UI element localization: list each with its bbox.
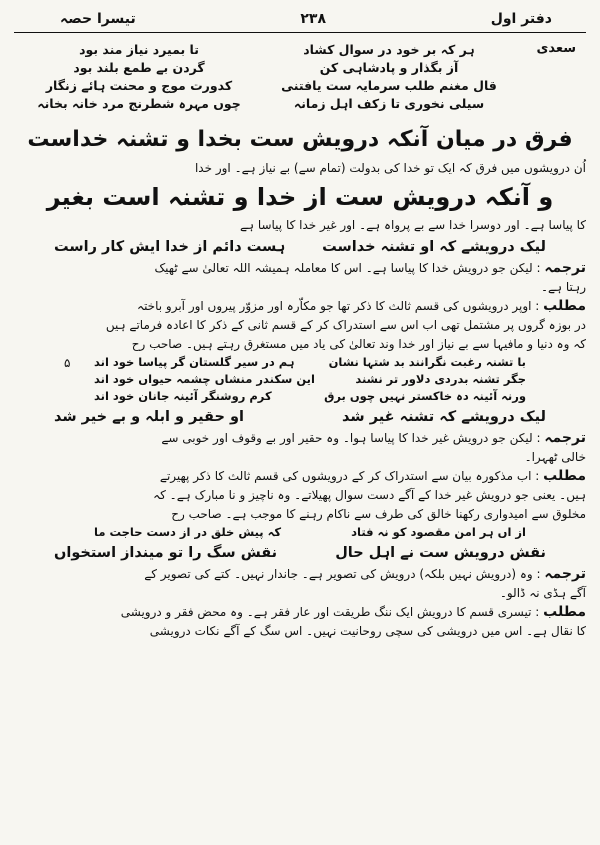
verse-half: آز بگذار و پادشاہی کن	[319, 60, 459, 75]
text-line: : لیکن جو درویش خدا کا پیاسا ہے۔ اس کا معاملہ ہمیشہ اللہ تعالیٰ سے ٹھیک	[154, 261, 541, 275]
explanation	[14, 297, 586, 316]
verse-half: با تشنہ رغبت نگرانند بد شتہا نشان	[328, 355, 526, 369]
text-line: ہیں۔ یعنی جو درویش غیر خدا کے آگے دست سوال پھیلاتے۔ وہ ناچیز و نا مبارک ہے۔ کہ	[153, 488, 586, 502]
translation-label: ترجمہ	[544, 260, 586, 276]
couplet-half: ہست دائم از خدا ایش کار راست	[54, 239, 286, 255]
text-line: : وہ (درویش نہیں بلکہ) درویش کی تصویر ہے۔ جاندار نہیں۔ کتے کی تصویر کے	[144, 567, 541, 581]
verse-row	[14, 41, 514, 59]
couplet	[14, 405, 586, 429]
verse-row	[14, 59, 514, 77]
verse-half: ورنہ آئینہ دہ خاکستر نہیں چوں برق	[324, 389, 526, 403]
verse-half: کہ پیش خلق در از دست حاجت ما	[94, 525, 282, 539]
verse-half: گردن بے طمع بلند بود	[73, 60, 205, 75]
text-line: : اب مذکورہ بیان سے استدراک کر کے درویشوں کی قسم ثالث کا ذکر پھیرتے	[159, 469, 540, 483]
mini-verse	[14, 388, 586, 405]
mini-verse	[14, 371, 586, 388]
main-heading: فرق در میان آنکہ درویش ست بخدا و تشنہ خداست	[27, 127, 573, 152]
text-line: : لیکن جو درویش غیر خدا کا پیاسا ہوا۔ وہ حقیر اور بے وقوف اور خوبی سے	[161, 431, 541, 445]
verse-row	[14, 95, 514, 113]
couplet-half: نقش درویش ست نے اہل حال	[335, 545, 546, 561]
verse-half: تا بمیرد نیاز مند بود	[79, 42, 199, 57]
verse-half: کرم روشنگر آئینہ جانان خود اند	[94, 389, 272, 403]
opening-verses	[14, 41, 586, 113]
couplet-half: لیک درویشے کہ او تشنہ خداست	[322, 239, 546, 255]
verse-half: سیلی نخوری تا زکف اہل زمانہ	[293, 96, 485, 111]
translation	[14, 565, 586, 584]
verse-half: از اں ہر امن مقصود کو نہ فتاد	[351, 525, 526, 539]
translation-label: ترجمہ	[544, 566, 586, 582]
translation-label: ترجمہ	[544, 430, 586, 446]
part-title: تیسرا حصہ	[60, 11, 136, 27]
text-line: آگے ہڈی نہ ڈالو۔	[499, 586, 586, 600]
verse-half: این سکندر منشاں چشمہ حیواں خود اند	[94, 372, 315, 386]
verse-half: جگر تشنہ بدردی دلاور تر نشند	[355, 372, 526, 386]
page-header	[14, 6, 586, 33]
paragraph: کا پیاسا ہے۔ اور دوسرا خدا سے بے پرواہ ہے۔ اور غیر خدا کا پیاسا ہے	[239, 218, 586, 232]
verse-half: ہر کہ بر خود در سوال کشاد	[303, 42, 475, 57]
poet-name: سعدی	[536, 41, 576, 56]
explanation-label: مطلب	[543, 468, 586, 484]
couplet-half: لیک درویشے کہ تشنہ غیر شد	[342, 409, 546, 425]
verse-half: ہم در سیر گلستان گر پیاسا خود اند	[94, 355, 295, 369]
section-title: دفتر اول	[490, 11, 552, 27]
mini-verse	[14, 524, 586, 541]
verse-half: قال مغنم طلب سرمایہ ست یافتنی	[281, 78, 497, 93]
translation	[14, 429, 586, 448]
verse-lines	[14, 41, 514, 113]
mini-verse-group	[14, 354, 586, 405]
text-line: خالی ٹھہرا۔	[524, 450, 586, 464]
couplet-half: او حقیر و ابلہ و بے خیر شد	[54, 409, 244, 425]
marginal-number: ۵	[64, 356, 71, 370]
verse-half: چوں مہرہ شطرنج مرد خانہ بخانہ	[37, 96, 241, 111]
text-line: کہ وہ دنیا و مافیہا سے بے نیاز اور خدا وند تعالیٰ کی یاد میں مستغرق رہتے ہیں۔ صاحب رح	[131, 337, 586, 351]
translation	[14, 259, 586, 278]
text-line: کا نقال ہے۔ اس میں درویشی کی سچی روحانیت نہیں۔ اس سگ کے آگے نکات درویشی	[149, 624, 586, 638]
couplet-half: نقش سگ را تو مینداز استخواں	[54, 545, 278, 561]
couplet	[14, 235, 586, 259]
text-line: رہتا ہے۔	[540, 280, 586, 294]
verse-half: کدورت موج و محنت ہائے زنگار	[45, 78, 233, 93]
verse-row	[14, 77, 514, 95]
explanation-label: مطلب	[543, 298, 586, 314]
explanation	[14, 467, 586, 486]
text-line: مخلوق سے امیدواری رکھنا خالق کی طرف سے ناکام رہنے کا موجب ہے۔ صاحب رح	[171, 507, 586, 521]
text-line: : اوپر درویشوں کی قسم ثالث کا ذکر تھا جو مکاّرہ اور مزوّر پیروں اور آبرو باختہ	[137, 299, 540, 313]
text-line: : تیسری قسم کا درویش ایک ننگ طریقت اور عار فقر ہے۔ وہ محض فقر و درویشی	[120, 605, 540, 619]
paragraph: اُن درویشوں میں فرق کہ ایک تو خدا کی بدولت (تمام سے) بے نیاز ہے۔ اور خدا	[194, 161, 586, 175]
page-number: ۲۳۸	[300, 11, 327, 27]
explanation	[14, 603, 586, 622]
explanation-label: مطلب	[543, 604, 586, 620]
couplet	[14, 541, 586, 565]
mini-verse	[14, 354, 586, 371]
text-line: در بوزہ گروں پر مشتمل تھی اب اس سے استدراک کر کے قسم ثانی کے ذکر کا اعادہ فرماتے ہیں	[105, 318, 586, 332]
second-heading: و آنکہ درویش ست از خدا و تشنہ است بغیر	[46, 183, 554, 211]
